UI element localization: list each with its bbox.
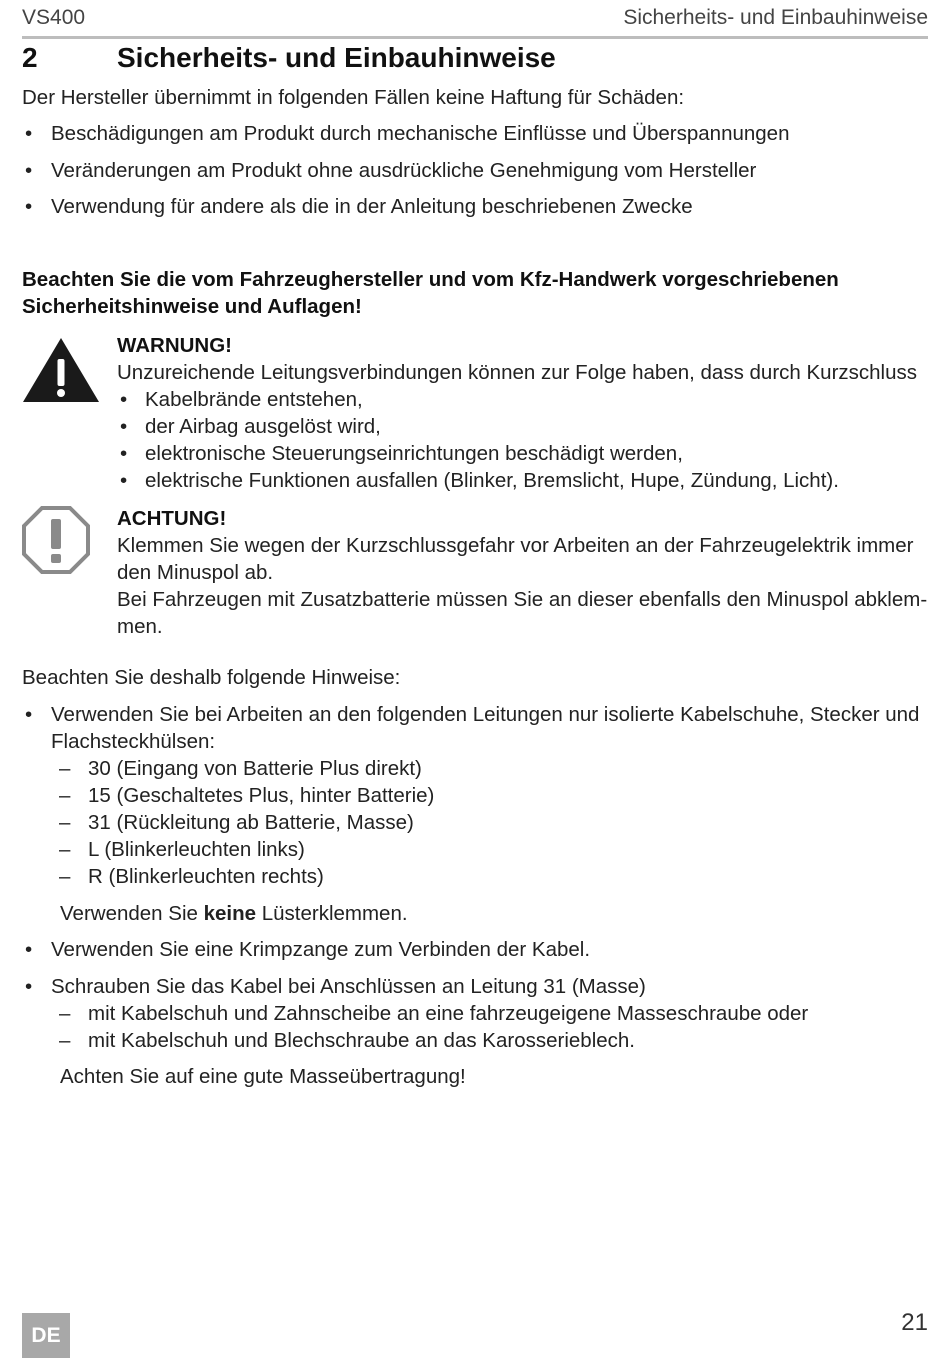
hint-note: Achten Sie auf eine gute Masseübertragung! — [60, 1065, 466, 1088]
warning-triangle-icon — [22, 336, 100, 404]
list-item: • Veränderungen am Produkt ohne ausdrückliche Genehmigung vom Hersteller — [25, 158, 757, 182]
bullet: • — [120, 388, 128, 411]
hint-text: Verwenden Sie eine Krimpzange zum Verbinden der Kabel. — [51, 938, 591, 961]
header-section: Sicherheits- und Einbauhinweise — [623, 6, 928, 29]
hints-list — [22, 701, 932, 1100]
list-item: • elektronische Steuerungseinrichtungen beschädigt werden, — [120, 442, 683, 465]
header-rule — [22, 36, 928, 39]
list-item: • Verwendung für andere als die in der Anleitung beschriebenen Zwecke — [25, 195, 693, 218]
dash: – — [59, 757, 71, 780]
caution-box — [117, 505, 937, 640]
bullet: • — [25, 122, 33, 145]
hint-note: Verwenden Sie keine Lüsterklemmen. — [60, 901, 408, 925]
header-product: VS400 — [22, 6, 86, 29]
hint-text: Schrauben Sie das Kabel bei Anschlüssen an Leitung 31 (Masse) — [51, 974, 646, 998]
list-item: – L (Blinkerleuchten links) — [59, 838, 305, 861]
dash: – — [59, 811, 71, 834]
bullet: • — [25, 703, 33, 726]
running-header — [22, 6, 928, 34]
list-item: – 30 (Eingang von Batterie Plus direkt) — [59, 757, 422, 780]
list-item: – R (Blinkerleuchten rechts) — [59, 865, 324, 888]
list-item: • elektrische Funktionen ausfallen (Blinker, Bremslicht, Hupe, Zündung, Licht). — [120, 469, 839, 492]
caution-title: ACHTUNG! — [117, 507, 227, 530]
list-item: – 31 (Rückleitung ab Batterie, Masse) — [59, 811, 414, 834]
line-list — [51, 1000, 932, 1054]
warning-box — [117, 332, 937, 494]
caution-octagon-icon — [22, 506, 90, 574]
list-item: • Kabelbrände entstehen, — [120, 388, 363, 411]
dash: – — [59, 784, 71, 807]
dash: – — [59, 1001, 71, 1025]
list-item: • Beschädigungen am Produkt durch mechanische Einflüsse und Überspannungen — [25, 122, 790, 145]
bullet: • — [120, 469, 128, 492]
line-list — [51, 755, 932, 890]
dash: – — [59, 838, 71, 861]
caution-line-1: Klemmen Sie wegen der Kurzschlussgefahr vor Arbeiten an der Fahrzeugelektrik immer den Minuspol ab. — [117, 534, 914, 584]
list-item — [22, 973, 932, 1091]
warning-list — [117, 386, 937, 494]
list-item: – mit Kabelschuh und Zahnscheibe an eine fahrzeugeigene Masseschraube oder — [59, 1001, 809, 1025]
liability-list — [22, 120, 932, 230]
bullet: • — [25, 974, 33, 998]
list-item: – 15 (Geschaltetes Plus, hinter Batterie) — [59, 784, 435, 807]
list-item — [22, 936, 932, 963]
safety-note: Beachten Sie die vom Fahrzeughersteller und vom Kfz-Handwerk vorgeschriebenen Sicherheitshinweise und Auflagen! — [22, 268, 839, 318]
bullet: • — [120, 415, 128, 438]
list-item — [22, 701, 932, 927]
dash: – — [59, 865, 71, 888]
chapter-heading — [22, 42, 556, 74]
language-badge: DE — [22, 1313, 70, 1358]
page-number: 21 — [901, 1309, 928, 1336]
chapter-number: 2 — [22, 42, 38, 73]
warning-text: Unzureichende Leitungsverbindungen können zur Folge haben, dass durch Kurzschluss — [117, 361, 918, 384]
chapter-title: Sicherheits- und Einbauhinweise — [117, 42, 556, 73]
dash: – — [59, 1028, 71, 1052]
warning-title: WARNUNG! — [117, 334, 233, 357]
hint-text: Verwenden Sie bei Arbeiten an den folgenden Leitungen nur isolierte Kabelschuhe, Stecker und Flachsteckhülsen: — [51, 703, 920, 753]
caution-line-2: Bei Fahrzeugen mit Zusatzbatterie müssen Sie an dieser ebenfalls den Minuspol abklem-men. — [117, 588, 928, 638]
list-item: – mit Kabelschuh und Blechschraube an das Karosserieblech. — [59, 1028, 635, 1052]
bullet: • — [120, 442, 128, 465]
intro-text: Der Hersteller übernimmt in folgenden Fällen keine Haftung für Schäden: — [22, 86, 685, 109]
bullet: • — [25, 938, 33, 961]
bullet: • — [25, 158, 33, 182]
list-item: • der Airbag ausgelöst wird, — [120, 415, 381, 438]
hints-intro: Beachten Sie deshalb folgende Hinweise: — [22, 666, 401, 689]
bullet: • — [25, 195, 33, 218]
